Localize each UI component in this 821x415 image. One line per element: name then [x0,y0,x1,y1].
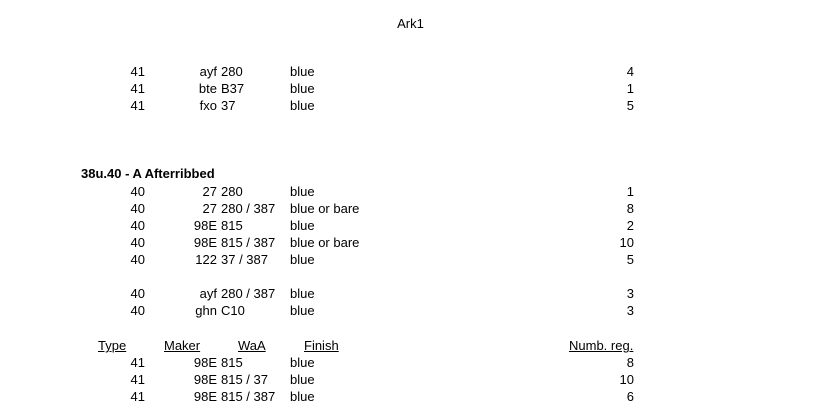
type-cell: 41 [130,98,145,113]
finish-cell: blue [290,98,315,113]
table-row [0,200,821,217]
table-row [0,302,821,319]
type-cell: 40 [130,252,145,267]
table-row [0,388,821,405]
maker-cell: ayf [199,64,217,79]
maker-cell: fxo [199,98,217,113]
header-type: Type [98,338,127,353]
header-numb-reg: Numb. reg. [569,338,634,353]
maker-cell: 98E [193,355,217,370]
type-cell: 41 [130,355,145,370]
waa-cell: B37 [221,81,245,96]
finish-cell: blue [290,218,315,233]
count-cell: 10 [619,235,634,250]
table-row [0,371,821,388]
maker-cell: ayf [199,286,217,301]
finish-cell: blue [290,81,315,96]
waa-cell: 815 / 387 [221,235,276,250]
count-cell: 4 [626,64,634,79]
table-row [0,63,821,80]
type-cell: 40 [130,303,145,318]
table-row [0,234,821,251]
waa-cell: 815 [221,218,243,233]
sheet-title: Ark1 [397,16,424,31]
type-cell: 40 [130,235,145,250]
finish-cell: blue or bare [290,235,360,250]
maker-cell: bte [198,81,217,96]
type-cell: 41 [130,64,145,79]
maker-cell: 98E [193,235,217,250]
waa-cell: 280 / 387 [221,201,276,216]
finish-cell: blue [290,286,315,301]
table-row [0,80,821,97]
type-cell: 40 [130,201,145,216]
finish-cell: blue [290,355,315,370]
maker-cell: 27 [202,201,217,216]
count-cell: 8 [626,201,634,216]
count-cell: 6 [626,389,634,404]
count-cell: 3 [626,303,634,318]
waa-cell: 280 [221,64,243,79]
type-cell: 41 [130,372,145,387]
waa-cell: 37 [221,98,236,113]
finish-cell: blue [290,372,315,387]
type-cell: 40 [130,286,145,301]
count-cell: 5 [626,252,634,267]
finish-cell: blue [290,303,315,318]
count-cell: 2 [626,218,634,233]
count-cell: 1 [626,184,634,199]
maker-cell: 122 [195,252,217,267]
count-cell: 5 [626,98,634,113]
header-waa: WaA [238,338,266,353]
finish-cell: blue [290,252,315,267]
maker-cell: 98E [193,372,217,387]
type-cell: 40 [130,218,145,233]
table-row [0,97,821,114]
table-row [0,354,821,371]
column-header-row [0,337,821,354]
type-cell: 40 [130,184,145,199]
waa-cell: C10 [221,303,245,318]
waa-cell: 815 [221,355,243,370]
table-row [0,251,821,268]
maker-cell: 27 [202,184,217,199]
section-title: 38u.40 - A Afterribbed [81,166,215,181]
count-cell: 3 [626,286,634,301]
maker-cell: 98E [193,218,217,233]
waa-cell: 280 / 387 [221,286,276,301]
waa-cell: 815 / 387 [221,389,276,404]
finish-cell: blue [290,184,315,199]
maker-cell: ghn [195,303,217,318]
finish-cell: blue [290,64,315,79]
type-cell: 41 [130,389,145,404]
header-finish: Finish [304,338,339,353]
table-row [0,183,821,200]
finish-cell: blue or bare [290,201,360,216]
count-cell: 10 [619,372,634,387]
type-cell: 41 [130,81,145,96]
finish-cell: blue [290,389,315,404]
waa-cell: 37 / 387 [221,252,268,267]
maker-cell: 98E [193,389,217,404]
waa-cell: 815 / 37 [221,372,268,387]
table-row [0,285,821,302]
waa-cell: 280 [221,184,243,199]
count-cell: 8 [626,355,634,370]
table-row [0,217,821,234]
count-cell: 1 [626,81,634,96]
header-maker: Maker [164,338,201,353]
